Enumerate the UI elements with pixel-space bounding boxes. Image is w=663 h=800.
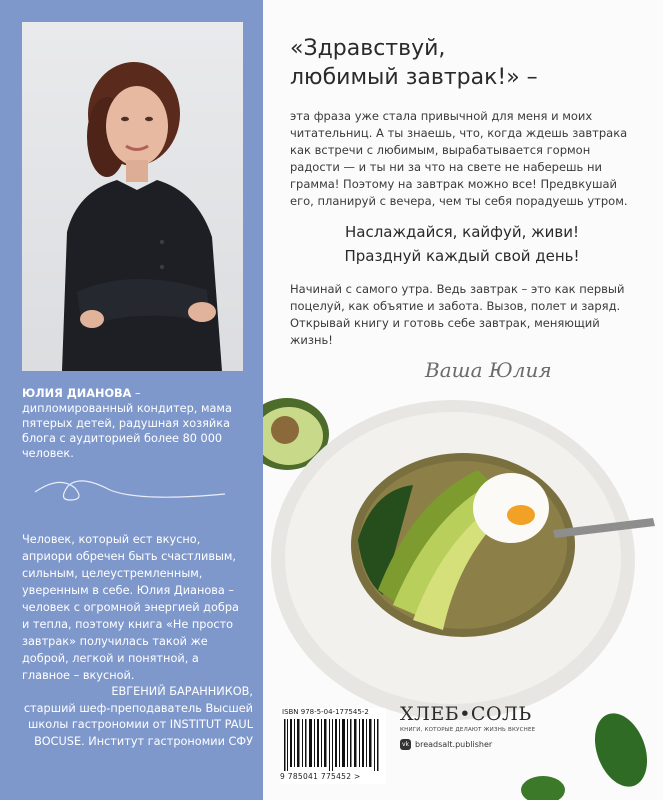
- left-panel: [0, 0, 263, 800]
- closing-paragraph: Начинай с самого утра. Ведь завтрак – это как первый поцелуй, как объятие и забота. Вызов, полет и заряд. Открывай книгу и готовь себе завтрак, меняющий жизнь!: [290, 282, 625, 347]
- barcode-block: [280, 708, 386, 784]
- headline-line-1: «Здравствуй,: [290, 36, 446, 61]
- motto-line-1: Наслаждайся, кайфуй, живи!: [345, 223, 579, 241]
- publisher-block: [400, 703, 540, 750]
- barcode-number: 9 785041 775452 >: [280, 772, 361, 781]
- vk-icon: vk: [401, 741, 410, 748]
- barcode-icon: [284, 719, 382, 771]
- isbn-label: ISBN 978-5-04-177545-2: [282, 708, 369, 716]
- testimonial-author-title: старший шеф-преподаватель Высшей школы гастрономии от INSTITUT PAUL BOCUSE. Институт гастрономии СФУ: [23, 701, 253, 748]
- headline-line-2: любимый завтрак!» –: [290, 65, 538, 90]
- publisher-social-handle[interactable]: breadsalt.publisher: [415, 740, 493, 749]
- testimonial-author: ЕВГЕНИЙ БАРАННИКОВ,: [111, 685, 253, 698]
- publisher-tagline: КНИГИ, КОТОРЫЕ ДЕЛАЮТ ЖИЗНЬ ВКУСНЕЕ: [400, 727, 536, 733]
- decorative-swirl-icon: [30, 470, 230, 510]
- author-signature: Ваша Юлия: [425, 358, 552, 382]
- testimonial-quote: Человек, который ест вкусно, априори обречен быть счастливым, сильным, целеустремленным, уверенным в себе. Юлия Дианова – человек с огромной энергией добра и тепла, поэтому книга «Не просто завтрак» получилась такой же доброй, легкой и понятной, а главное – вкусной.: [22, 533, 239, 682]
- author-bio: [22, 386, 250, 461]
- author-name: ЮЛИЯ ДИАНОВА: [22, 387, 132, 400]
- intro-paragraph: эта фраза уже стала привычной для меня и моих читательниц. А ты знаешь, что, когда ждешь завтрака как встречи с любимым, вырабатывается гормон радости — и ты ни за что на свете не наберешь ни грамма! Поэтому на завтрак можно все! Предвкушай его, планируй с вечера, чем ты себя порадуешь утром.: [290, 109, 628, 208]
- author-photo: [22, 22, 243, 371]
- author-portrait-image: [22, 22, 243, 371]
- author-bio-text: – дипломированный кондитер, мама пятерых детей, радушная хозяйка блога с аудиторией более 80 000 человек.: [22, 387, 232, 460]
- publisher-logo: ХЛЕБ•СОЛЬ: [400, 703, 532, 725]
- motto-line-2: Празднуй каждый свой день!: [344, 247, 580, 265]
- motto: [302, 220, 622, 268]
- headline: [290, 34, 620, 92]
- publisher-social[interactable]: [400, 739, 540, 750]
- testimonial-attribution: [22, 684, 253, 750]
